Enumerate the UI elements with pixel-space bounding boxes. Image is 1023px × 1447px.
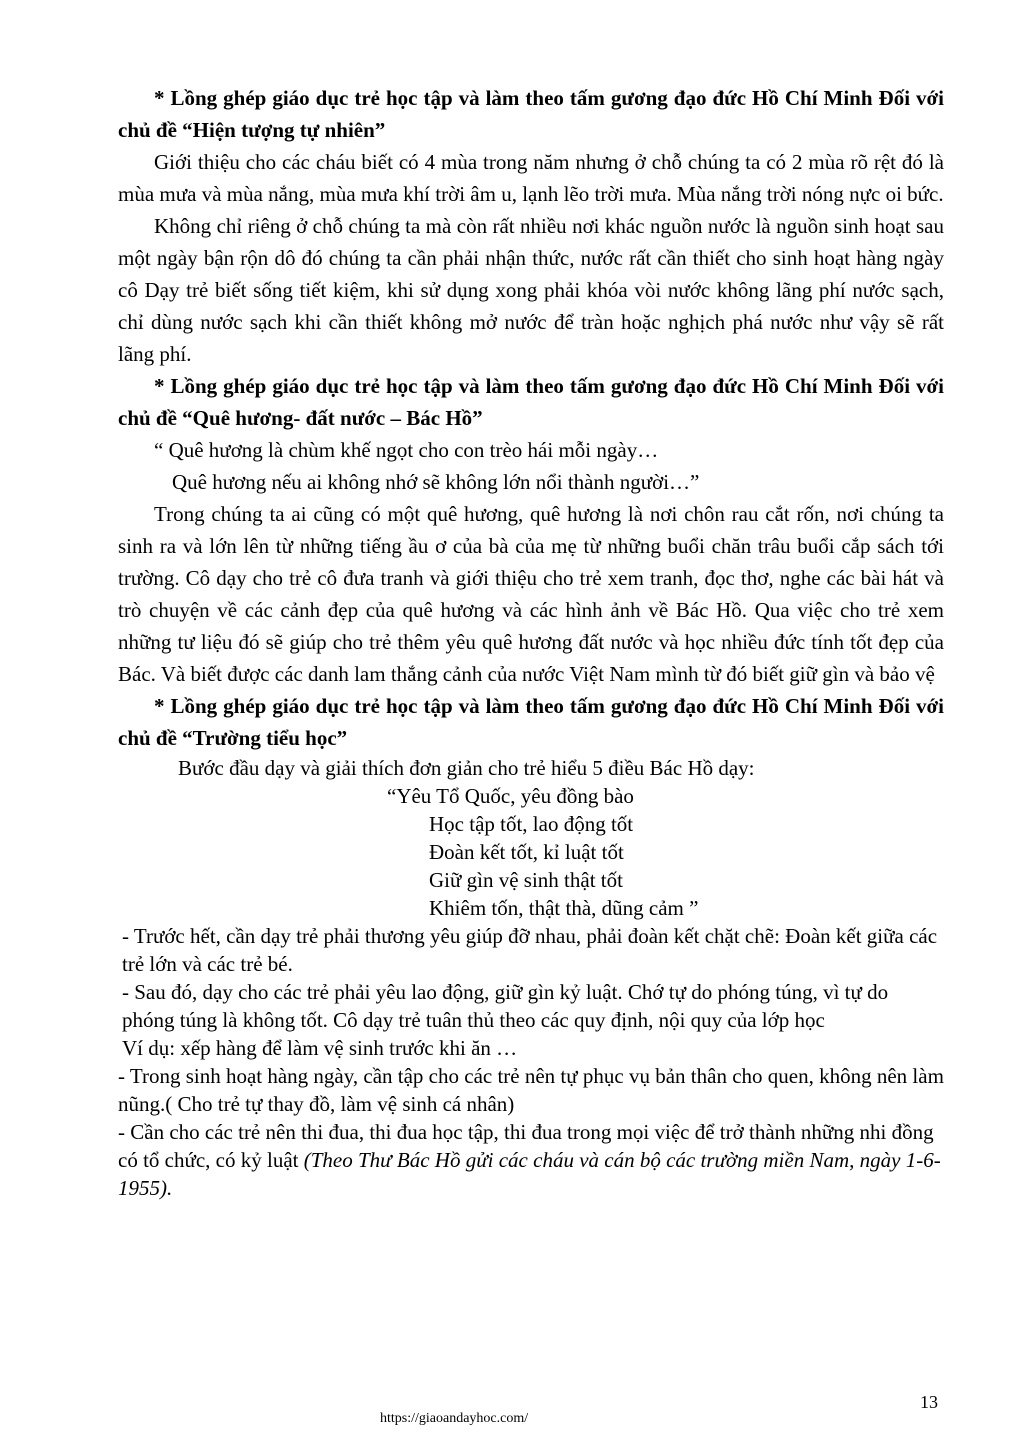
document-page [118, 82, 944, 1202]
citation: (Theo Thư Bác Hồ gửi các cháu và cán bộ các trường miền Nam, ngày 1-6-1955). [118, 1148, 941, 1200]
section-heading-natural-phenomena: * Lồng ghép giáo dục trẻ học tập và làm theo tấm gương đạo đức Hồ Chí Minh Đối với chủ đề “Hiện tượng tự nhiên” [118, 86, 944, 142]
footer-url: https://giaoandayhoc.com/ [380, 1411, 529, 1426]
quote-line-1: “ Quê hương là chùm khế ngọt cho con trèo hái mỗi ngày… [154, 438, 659, 462]
poem-line: Giữ gìn vệ sinh thật tốt [429, 868, 623, 892]
poem-line: Khiêm tốn, thật thà, dũng cảm ” [429, 896, 699, 920]
dash-item-self-service: - Trong sinh hoạt hàng ngày, cần tập cho các trẻ nên tự phục vụ bản thân cho quen, không nên làm nũng.( Cho trẻ tự thay đồ, làm vệ sinh cá nhân) [118, 1064, 944, 1116]
poem-line: Đoàn kết tốt, kỉ luật tốt [429, 840, 624, 864]
dash-item-unity: - Trước hết, cần dạy trẻ phải thương yêu giúp đỡ nhau, phải đoàn kết chặt chẽ: Đoàn kết giữa các trẻ lớn và các trẻ bé. [122, 924, 938, 976]
paragraph-water-saving: Không chỉ riêng ở chỗ chúng ta mà còn rất nhiều nơi khác nguồn nước là nguồn sinh hoạt sau một ngày bận rộn dô đó chúng ta cần phải nhận thức, nước rất cần thiết cho sinh hoạt hàng ngày cô Dạy trẻ biết sống tiết kiệm, khi sử dụng xong phải khóa vòi nước không lãng phí nước sạch, chỉ dùng nước sạch khi cần thiết không mở nước để tràn hoặc nghịch phá nước như vậy sẽ rất lãng phí. [118, 214, 944, 366]
quote-line-2: Quê hương nếu ai không nhớ sẽ không lớn nổi thành người…” [172, 470, 700, 494]
section-heading-homeland: * Lồng ghép giáo dục trẻ học tập và làm theo tấm gương đạo đức Hồ Chí Minh Đối với chủ đề “Quê hương- đất nước – Bác Hồ” [118, 374, 944, 430]
paragraph-seasons: Giới thiệu cho các cháu biết có 4 mùa trong năm nhưng ở chỗ chúng ta có 2 mùa rõ rệt đó là mùa mưa và mùa nắng, mùa mưa khí trời âm u, lạnh lẽo trời mưa. Mùa nắng trời nóng nực oi bức. [118, 150, 944, 206]
paragraph-homeland: Trong chúng ta ai cũng có một quê hương, quê hương là nơi chôn rau cắt rốn, nơi chúng ta sinh ra và lớn lên từ những tiếng ầu ơ của bà của mẹ từ những buổi chăn trâu buổi cắp sách tới trường. Cô dạy cho trẻ cô đưa tranh và giới thiệu cho trẻ xem tranh, đọc thơ, nghe các bài hát và trò chuyện về các cảnh đẹp của quê hương và các hình ảnh về Bác Hồ. Qua việc cho trẻ xem những tư liệu đó sẽ giúp cho trẻ thêm yêu quê hương đất nước và học nhiều đức tính tốt đẹp của Bác. Và biết được các danh lam thắng cảnh của nước Việt Nam mình từ đó biết giữ gìn và bảo vệ [118, 502, 944, 686]
section-heading-primary-school: * Lồng ghép giáo dục trẻ học tập và làm theo tấm gương đạo đức Hồ Chí Minh Đối với chủ đề “Trường tiểu học” [118, 694, 944, 750]
dash-item-emulation [118, 1118, 944, 1202]
poem-line: Học tập tốt, lao động tốt [429, 812, 634, 836]
poem-line: “Yêu Tổ Quốc, yêu đồng bào [387, 784, 634, 808]
dash-item-emulation-text: - Cần cho các trẻ nên thi đua, thi đua học tập, thi đua trong mọi việc để trở thành những nhi đồng có tổ chức, có kỷ luật [118, 1120, 934, 1172]
five-teachings-intro: Bước đầu dạy và giải thích đơn giản cho trẻ hiểu 5 điều Bác Hồ dạy: [178, 756, 755, 780]
page-number: 13 [920, 1392, 938, 1412]
dash-item-discipline: - Sau đó, dạy cho các trẻ phải yêu lao động, giữ gìn kỷ luật. Chớ tự do phóng túng, vì tự do phóng túng là không tốt. Cô dạy trẻ tuân thủ theo các quy định, nội quy của lớp học [122, 980, 889, 1032]
example-line: Ví dụ: xếp hàng để làm vệ sinh trước khi ăn … [122, 1036, 518, 1060]
